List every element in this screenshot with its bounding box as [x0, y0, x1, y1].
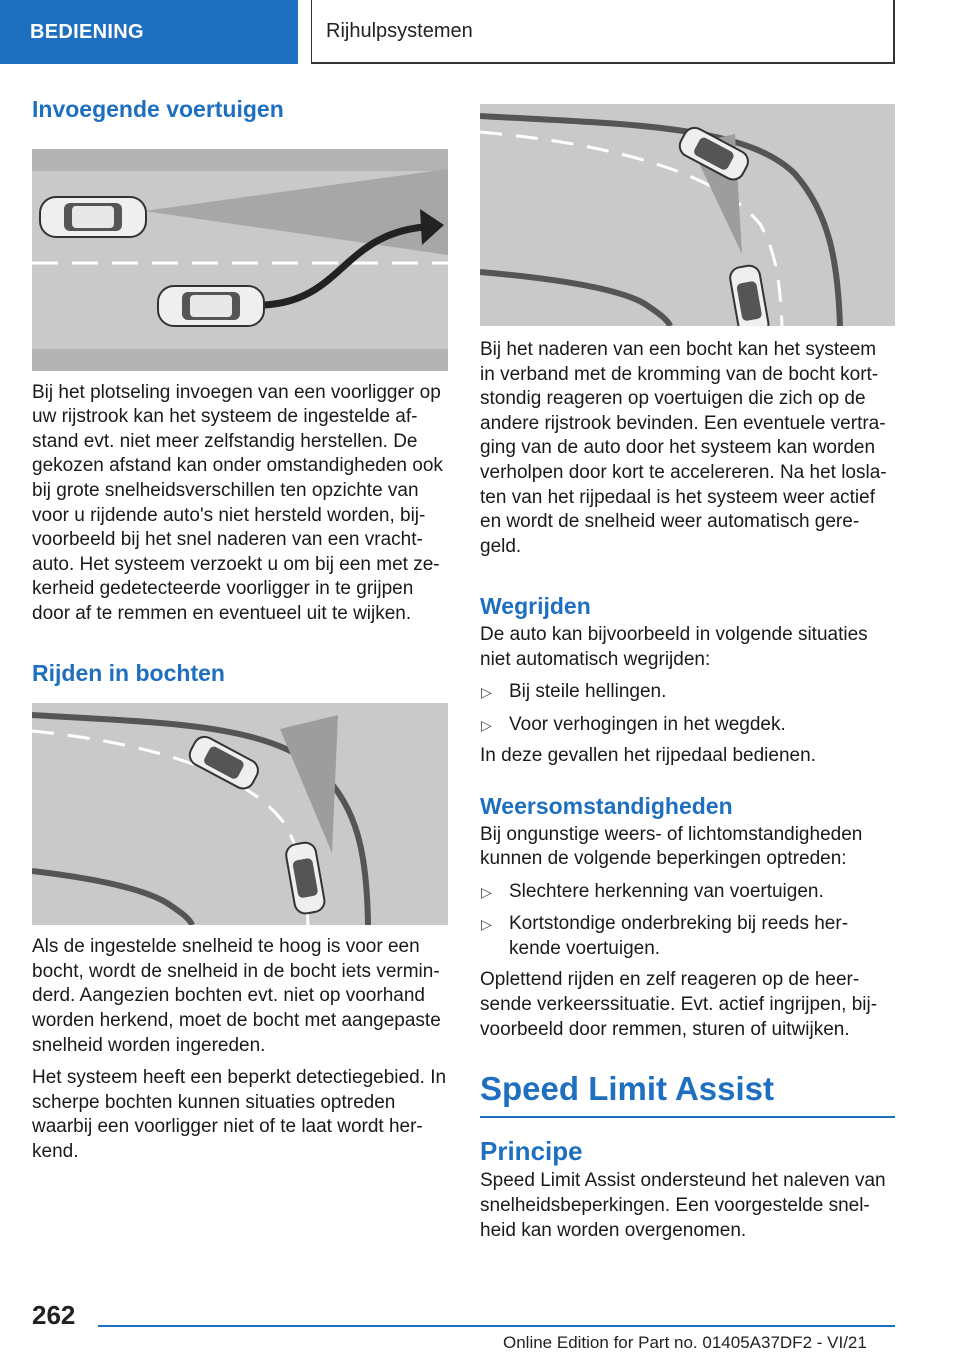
drive-off-list: [480, 680, 895, 737]
bullet-triangle-icon: ▷: [481, 883, 492, 900]
principle-paragraph: Speed Limit Assist ondersteund het naleven van snelheidsbeperkingen. Een voorgestelde snel-heid kan worden overgenomen.: [480, 1170, 886, 1241]
heading-principle: Principe: [480, 1136, 583, 1167]
curve-approach-illustration: [480, 104, 895, 326]
bullet-triangle-icon: ▷: [481, 684, 492, 701]
heading-weather: Weersomstandigheden: [480, 792, 733, 819]
footer-edition: Online Edition for Part no. 01405A37DF2 - VI/21: [503, 1333, 867, 1352]
curves-paragraph-1: Als de ingestelde snelheid te hoog is voor een bocht, wordt de snelheid in de bocht iets vermin-derd. Aangezien bochten evt. niet op voorhand worden herkend, moet de bocht met aangepaste snelheid worden ingereden.: [32, 936, 441, 1056]
list-item: ▷ Voor verhogingen in het wegdek.: [480, 713, 895, 738]
weather-paragraph: Bij ongunstige weers- of lichtomstandigheden kunnen de volgende beperkingen optreden:: [480, 823, 863, 870]
section-title: Rijhulpsystemen: [311, 0, 895, 64]
heading-merging-vehicles: Invoegende voertuigen: [32, 96, 284, 122]
bullet-triangle-icon: ▷: [481, 716, 492, 733]
weather-list: [480, 880, 895, 962]
merging-paragraph: Bij het plotseling invoegen van een voorligger op uw rijstrook kan het systeem de ingestelde af-stand evt. niet meer zelfstandig herstellen. De gekozen afstand kan onder omstandigheden ook bij grote snelheidsverschillen ten opzichte van voor u rijdende auto's niet hersteld worden, bij-voorbeeld bij het snel naderen van een vracht-auto. Het systeem verzoekt u om bij een met ze-kerheid gedetecteerde voorligger in te grijpen door af te remmen en eventueel uit te wijken.: [32, 381, 443, 624]
merging-vehicle-illustration: [32, 149, 448, 371]
page-number: 262: [32, 1300, 76, 1330]
approach-paragraph: Bij het naderen van een bocht kan het systeem in verband met de kromming van de bocht kort-stondig reageren op voertuigen die zich op de andere rijstrook bevinden. Een eventuele vertra-ging van de auto door het systeem kan worden verholpen door kort te accelereren. Na het losla-ten van het rijpedaal is het systeem weer actief en wordt de snelheid weer automatisch gere-geld.: [480, 339, 887, 557]
list-item: ▷ Slechtere herkenning van voertuigen.: [480, 880, 895, 905]
drive-off-paragraph-2: In deze gevallen het rijpedaal bedienen.: [480, 745, 816, 767]
drive-off-paragraph: De auto kan bijvoorbeeld in volgende situaties niet automatisch wegrijden:: [480, 623, 868, 670]
bullet-triangle-icon: ▷: [481, 916, 492, 933]
curves-paragraph-2: Het systeem heeft een beperkt detectiegebied. In scherpe bochten kunnen situaties optreden waarbij een voorligger niet of te laat wordt her-kend.: [32, 1067, 447, 1162]
footer-divider: [98, 1325, 895, 1327]
merging-car: [158, 286, 264, 326]
list-item: ▷ Kortstondige onderbreking bij reeds her-kende voertuigen.: [481, 913, 849, 959]
weather-paragraph-2: Oplettend rijden en zelf reageren op de heer-sende verkeerssituatie. Evt. actief ingrijpen, bij-voorbeeld door remmen, sturen of uitwijken.: [480, 969, 878, 1040]
left-column: [32, 96, 448, 1164]
car-ahead: [40, 197, 146, 237]
heading-curves: Rijden in bochten: [32, 659, 225, 686]
list-item: ▷ Bij steile hellingen.: [480, 680, 895, 705]
right-column: [480, 104, 895, 1243]
chapter-tab: BEDIENING: [0, 0, 298, 64]
heading-drive-off: Wegrijden: [480, 593, 591, 620]
curve-illustration: [32, 703, 448, 925]
heading-speed-limit-assist: Speed Limit Assist: [480, 1070, 895, 1118]
